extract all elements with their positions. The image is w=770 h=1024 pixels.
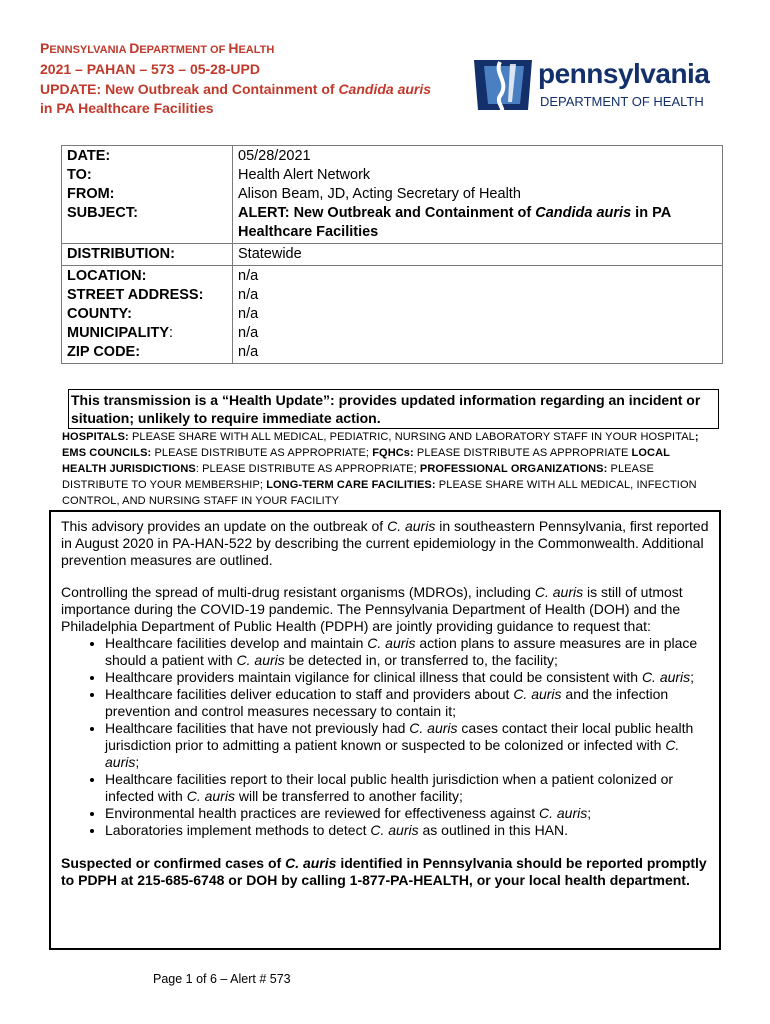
reporting-instructions: Suspected or confirmed cases of C. auris identified in Pennsylvania should be reported promptly to PDPH at 215-685-6748 or DOH by calling 1-877-PA-HEALTH, or your local health department. [61, 855, 707, 888]
distribution-instructions: HOSPITALS: PLEASE SHARE WITH ALL MEDICAL, PEDIATRIC, NURSING AND LABORATORY STAFF IN YOUR HOSPITAL; EMS COUNCILS: PLEASE DISTRIBUTE AS APPROPRIATE; FQHCs: PLEASE DISTRIBUTE AS APPROPRIATE LOCAL HEALTH JURISDICTIONS: PLEASE DISTRIBUTE AS APPROPRIATE; PROFESSIONAL ORGANIZATIONS: PLEASE DISTRIBUTE TO YOUR MEMBERSHIP; LONG-TERM CARE FACILITIES: PLEASE SHARE WITH ALL MEDICAL, INFECTION CONTROL, AND NURSING STAFF IN YOUR FACILITY [62, 431, 699, 507]
list-item: • Healthcare facilities deliver education to staff and providers about C. auris and the infection prevention and control measures necessary to contain it; [105, 686, 709, 720]
advisory-intro: This advisory provides an update on the outbreak of C. auris in southeastern Pennsylvania, first reported in August 2020 in PA-HAN-522 by describing the current epidemiology in the Commonwealth. Additional prevention measures are outlined. [61, 518, 709, 568]
list-item: • Healthcare facilities that have not previously had C. auris cases contact their local public health jurisdiction prior to admitting a patient known or suspected to be colonized or infected with C. auris; [105, 720, 709, 771]
memo-values-group-2: n/a n/a n/a n/a n/a [233, 266, 723, 364]
memo-subject: ALERT: New Outbreak and Containment of Candida auris in PA Healthcare Facilities [238, 205, 671, 240]
memo-to: Health Alert Network [238, 167, 371, 183]
list-item: • Healthcare providers maintain vigilance for clinical illness that could be consistent with C. auris; [105, 669, 709, 686]
page-footer: Page 1 of 6 – Alert # 573 [153, 972, 291, 986]
memo-labels-group-1: DATE: TO: FROM: SUBJECT: [62, 146, 233, 244]
memo-row-date [62, 146, 723, 244]
logo-subtitle: DEPARTMENT OF HEALTH [540, 94, 704, 109]
list-item: • Healthcare facilities report to their local public health jurisdiction when a patient colonized or infected with C. auris will be transferred to another facility; [105, 771, 709, 805]
list-item: • Environmental health practices are reviewed for effectiveness against C. auris; [105, 805, 709, 822]
memo-values-group-1 [233, 146, 723, 244]
alert-title: UPDATE: New Outbreak and Containment of Candida auris in PA Healthcare Facilities [40, 81, 432, 116]
distribution-value: Statewide [233, 244, 723, 266]
alert-code: 2021 – PAHAN – 573 – 05-28-UPD [40, 61, 260, 77]
advisory-guidance: Controlling the spread of multi-drug resistant organisms (MDROs), including C. auris is still of utmost importance during the COVID-19 pandemic. The Pennsylvania Department of Health (DOH) and the Philadelphia Department of Public Health (PDPH) are jointly providing guidance to request that: [61, 584, 683, 634]
department-name: PENNSYLVANIA DEPARTMENT OF HEALTH [40, 40, 275, 56]
memo-from: Alison Beam, JD, Acting Secretary of Health [238, 186, 521, 202]
logo-wordmark: pennsylvania [538, 58, 710, 89]
memo-date: 05/28/2021 [238, 148, 311, 164]
memo-header-table [61, 145, 723, 364]
list-item: • Laboratories implement methods to detect C. auris as outlined in this HAN. [105, 822, 709, 839]
guidance-list [61, 635, 709, 839]
distribution-label: DISTRIBUTION: [62, 244, 233, 266]
memo-labels-group-2: LOCATION: STREET ADDRESS: COUNTY: MUNICIPALITY: ZIP CODE: [62, 266, 233, 364]
memo-row-location [62, 266, 723, 364]
advisory-box [49, 510, 721, 950]
memo-row-distribution [62, 244, 723, 266]
health-update-notice: This transmission is a “Health Update”: provides updated information regarding an incident or situation; unlikely to require immediate action. [68, 389, 719, 429]
list-item: • Healthcare facilities develop and maintain C. auris action plans to assure measures are in place should a patient with C. auris be detected in, or transferred to, the facility; [105, 635, 709, 669]
